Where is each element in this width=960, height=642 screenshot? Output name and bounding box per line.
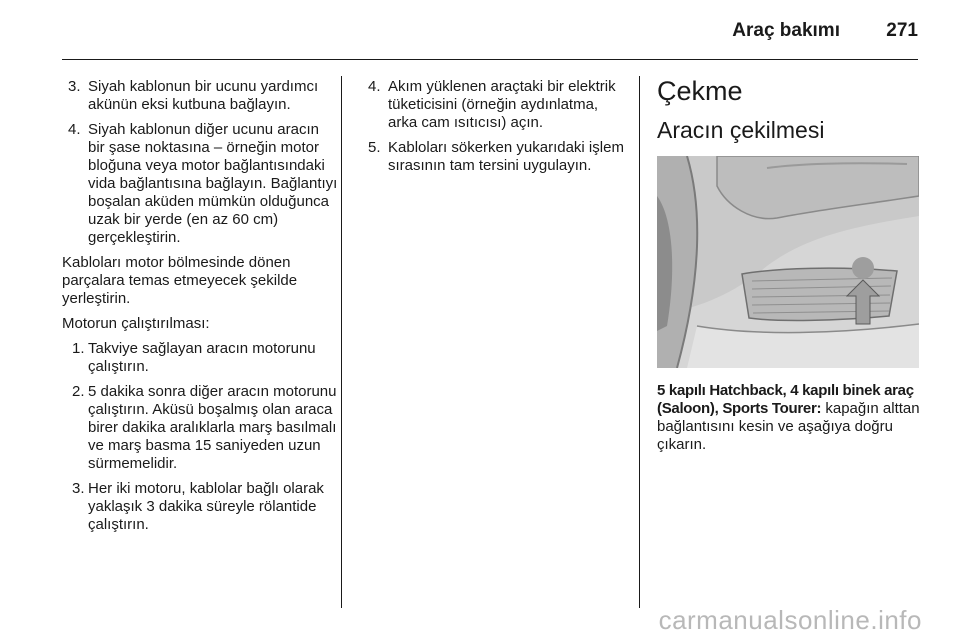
column-2 [362,78,624,182]
column-1 [62,78,338,541]
section-subheading: Aracın çekilmesi [657,117,825,143]
page-number: 271 [886,20,918,41]
column-divider-right [639,76,640,608]
list-text: Siyah kablonun bir ucunu yardımcı akünün eksi kutbuna bağlayın. [88,78,319,113]
list-number: 3. [68,78,81,95]
list-text: Akım yüklenen araçtaki bir elektrik tüketicisini (örneğin aydınlatma, arka cam ısıtıcısı) açın. [388,78,616,131]
list-text: Kabloları sökerken yukarıdaki işlem sırasının tam tersini uygulayın. [388,139,624,174]
bumper-drawing [657,156,919,368]
caption-text: kapağın alttan bağlantısını kesin ve aşağıya doğru çıkarın. [657,400,920,453]
column-divider-left [341,76,342,608]
list-number: 3. [72,480,85,497]
watermark: carmanualsonline.info [658,605,922,635]
list-item [362,78,624,132]
list-text: Takviye sağlayan aracın motorunu çalıştırın. [88,340,316,375]
list-text: Siyah kablonun diğer ucunu aracın bir şase noktasına – örneğin motor bloğuna veya motor bağlantısındaki vida bağlantısına bağlayın. Bağlantıyı boşalan aküden mümkün olduğunca uzak bir yerde (en az 60 cm) gerçekleştirin. [88,121,338,246]
list-item [72,480,338,534]
car-bumper-illustration [657,156,919,368]
paragraph: Motorun çalıştırılması: [62,315,210,332]
list-number: 1. [72,340,85,357]
list-number: 2. [72,383,85,400]
column-3 [657,76,921,461]
list-text: 5 dakika sonra diğer aracın motorunu çalıştırın. Aküsü boşalmış olan araca birer dakika aralıklarla marş basılmalı ve marş basma 15 saniyeden uzun sürmemelidir. [88,383,337,472]
list-item [362,139,624,175]
list-item [62,78,338,114]
header-rule [62,59,918,60]
list-item [62,121,338,247]
list-number: 4. [368,78,381,95]
section-heading: Çekme [657,76,743,106]
figure-caption [657,382,921,454]
page-header-title: Araç bakımı [732,20,840,41]
list-text: Her iki motoru, kablolar bağlı olarak yaklaşık 3 dakika süreyle rölantide çalıştırın. [88,480,324,533]
list-item [72,383,338,473]
list-number: 5. [368,139,381,156]
caption-bold: 5 kapılı Hatchback, 4 kapılı binek araç (Saloon), Sports Tourer: [657,382,914,417]
list-number: 4. [68,121,81,138]
list-item [72,340,338,376]
paragraph: Kabloları motor bölmesinde dönen parçalara temas etmeyecek şekilde yerleştirin. [62,254,298,307]
